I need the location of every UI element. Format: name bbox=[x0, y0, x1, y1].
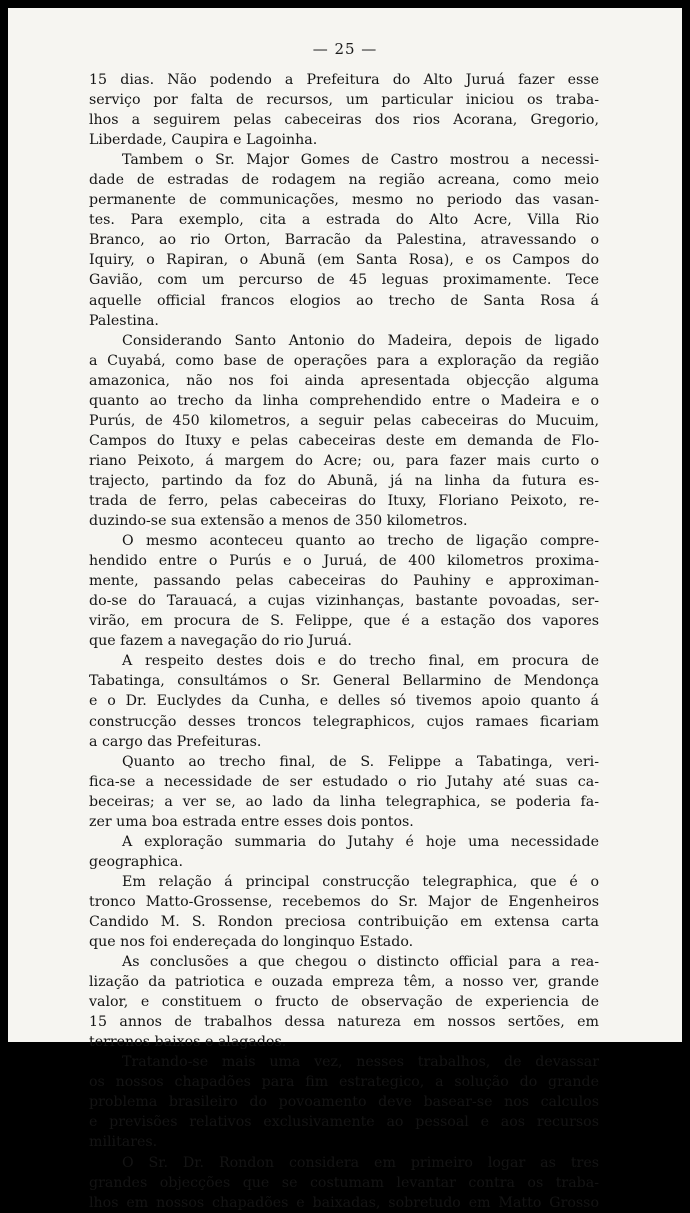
text-line: trada de ferro, pelas cabeceiras do Ituxy, Floriano Peixoto, re- bbox=[89, 492, 599, 509]
text-line: que nos foi endereçada do longinquo Estado. bbox=[89, 934, 414, 951]
text-line: 15 dias. Não podendo a Prefeitura do Alto Juruá fazer esse bbox=[89, 72, 599, 88]
text-line: construcção desses troncos telegraphicos, cujos ramaes ficariam bbox=[89, 713, 599, 730]
text-line: Tratando-se mais uma vez, nesses trabalhos, de devassar bbox=[122, 1054, 599, 1071]
text-line: zer uma boa estrada entre esses dois pontos. bbox=[89, 813, 414, 830]
text-line: As conclusões a que chegou o distincto official para a rea- bbox=[122, 954, 599, 971]
text-line: a Cuyabá, como base de operações para a exploração da região bbox=[89, 352, 599, 369]
page-number: — 25 — bbox=[312, 40, 378, 58]
text-line: Palestina. bbox=[89, 312, 159, 329]
text-line: tes. Para exemplo, cita a estrada do Alto Acre, Villa Rio bbox=[89, 212, 599, 229]
text-line: mente, passando pelas cabeceiras do Pauhiny e approximan- bbox=[89, 573, 599, 590]
text-line: beceiras; a ver se, ao lado da linha telegraphica, se poderia fa- bbox=[89, 793, 599, 810]
text-line: Liberdade, Caupira e Lagoinha. bbox=[89, 132, 318, 149]
text-line: valor, e constituem o fructo de observação de experiencia de bbox=[89, 994, 599, 1011]
text-line: serviço por falta de recursos, um particular iniciou os traba- bbox=[89, 92, 599, 109]
text-line: trajecto, partindo da foz do Abunã, já na linha da futura es- bbox=[89, 472, 599, 489]
text-line: quanto ao trecho da linha comprehendido entre o Madeira e o bbox=[89, 392, 599, 409]
text-line: hendido entre o Purús e o Juruá, de 400 kilometros proxima- bbox=[89, 553, 599, 570]
text-line: Tabatinga, consultámos o Sr. General Bellarmino de Mendonça bbox=[89, 673, 599, 690]
text-line: A respeito destes dois e do trecho final, em procura de bbox=[122, 653, 599, 670]
text-line: que fazem a navegação do rio Juruá. bbox=[89, 633, 352, 650]
text-line: 15 annos de trabalhos dessa natureza em nossos sertões, em bbox=[89, 1014, 599, 1031]
text-line: lização da patriotica e ouzada empreza têm, a nosso ver, grande bbox=[89, 974, 599, 991]
text-line: dade de estradas de rodagem na região acreana, como meio bbox=[89, 172, 599, 189]
text-line: Candido M. S. Rondon preciosa contribuição em extensa carta bbox=[89, 913, 599, 930]
body-text bbox=[89, 70, 599, 1213]
text-line: Gavião, com um percurso de 45 leguas proximamente. Tece bbox=[89, 272, 599, 289]
text-line: Tambem o Sr. Major Gomes de Castro mostrou a necessi- bbox=[122, 152, 599, 169]
text-line: lhos a seguirem pelas cabeceiras dos rios Acorana, Gregorio, bbox=[89, 112, 599, 129]
text-line: grandes objecções que se costumam levantar contra os traba- bbox=[89, 1174, 599, 1191]
text-line: virão, em procura de S. Felippe, que é a estação dos vapores bbox=[89, 613, 599, 630]
text-line: Quanto ao trecho final, de S. Felippe a Tabatinga, veri- bbox=[122, 753, 599, 770]
text-line: a cargo das Prefeituras. bbox=[89, 733, 262, 750]
text-line: O mesmo aconteceu quanto ao trecho de ligação compre- bbox=[122, 533, 599, 550]
text-line: do-se do Tarauacá, a cujas vizinhanças, bastante povoadas, ser- bbox=[89, 593, 599, 610]
text-line: Campos do Ituxy e pelas cabeceiras deste em demanda de Flo- bbox=[89, 432, 599, 449]
text-line: A exploração summaria do Jutahy é hoje uma necessidade bbox=[122, 833, 599, 850]
text-line: aquelle official francos elogios ao trecho de Santa Rosa á bbox=[89, 292, 599, 309]
text-line: Branco, ao rio Orton, Barracão da Palestina, atravessando o bbox=[89, 232, 599, 249]
text-line: e previsões relativos exclusivamente ao pessoal e aos recursos bbox=[89, 1114, 599, 1131]
text-line: Considerando Santo Antonio do Madeira, depois de ligado bbox=[122, 332, 599, 349]
text-line: militares. bbox=[89, 1134, 158, 1151]
text-line: Em relação á principal construcção telegraphica, que é o bbox=[122, 873, 599, 890]
document-page bbox=[8, 8, 682, 1211]
text-line: permanente de communicações, mesmo no periodo das vasan- bbox=[89, 192, 599, 209]
text-line: terrenos baixos e alagados. bbox=[89, 1034, 287, 1051]
text-line: os nossos chapadões para fim estrategico, a solução do grande bbox=[89, 1074, 599, 1091]
text-line: duzindo-se sua extensão a menos de 350 kilometros. bbox=[89, 513, 468, 530]
text-line: riano Peixoto, á margem do Acre; ou, para fazer mais curto o bbox=[89, 452, 599, 469]
text-line: O Sr. Dr. Rondon considera em primeiro logar as tres bbox=[122, 1154, 599, 1171]
text-line: e o Dr. Euclydes da Cunha, e delles só tivemos apoio quanto á bbox=[89, 693, 599, 710]
text-line: geographica. bbox=[89, 853, 184, 870]
text-line: tronco Matto-Grossense, recebemos do Sr. Major de Engenheiros bbox=[89, 893, 599, 910]
text-line: Iquiry, o Rapiran, o Abunã (em Santa Rosa), e os Campos do bbox=[89, 252, 599, 269]
text-line: Purús, de 450 kilometros, a seguir pelas cabeceiras do Mucuim, bbox=[89, 412, 599, 429]
text-line: lhos em nossos chapadões e baixadas, sobretudo em Matto Grosso bbox=[89, 1194, 599, 1211]
text-line: fica-se a necessidade de ser estudado o rio Jutahy até suas ca- bbox=[89, 773, 599, 790]
text-line: amazonica, não nos foi ainda apresentada objecção alguma bbox=[89, 372, 599, 389]
text-line: problema brasileiro do povoamento deve basear-se nos calculos bbox=[89, 1094, 599, 1111]
